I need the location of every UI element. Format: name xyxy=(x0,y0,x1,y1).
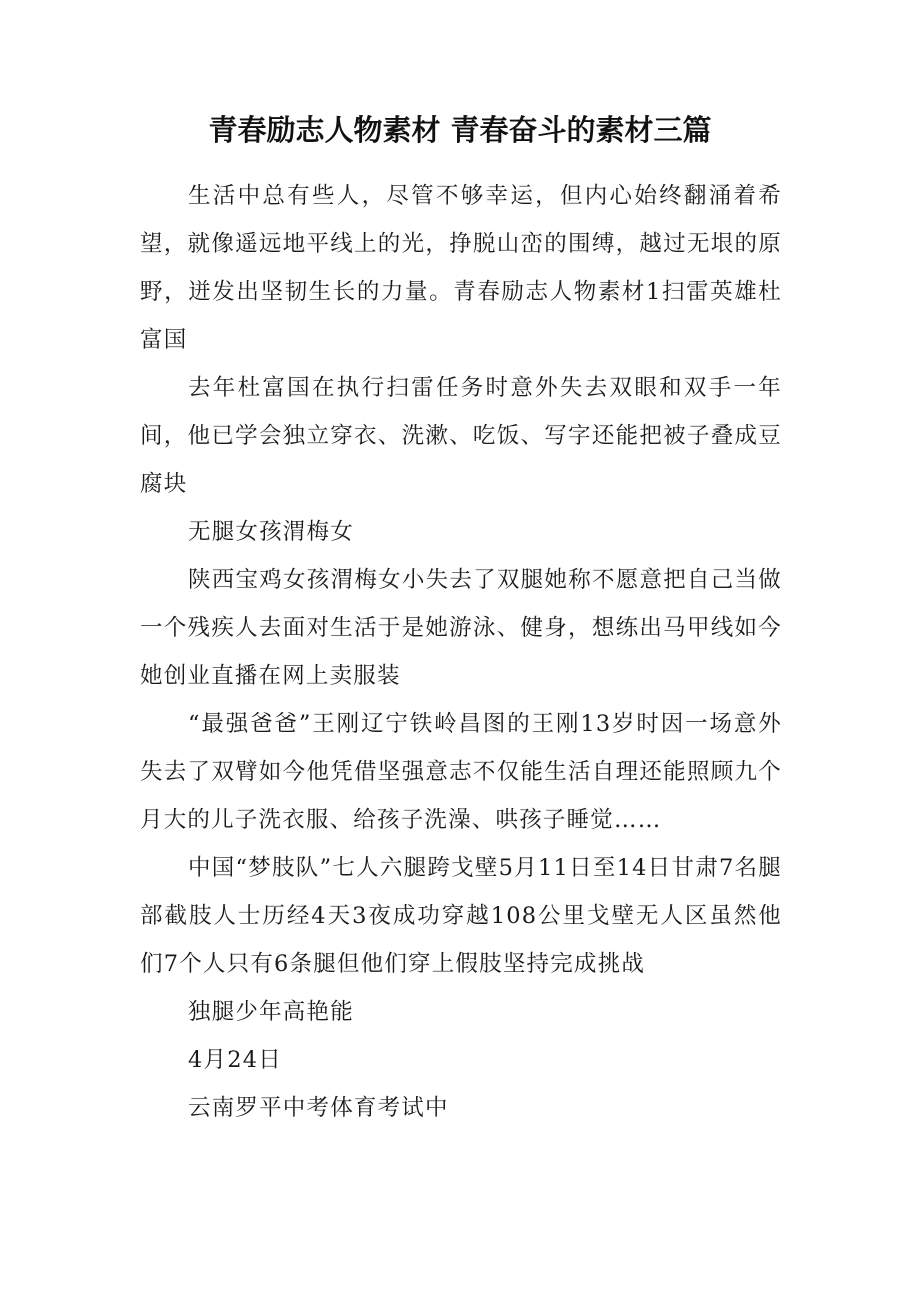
paragraph: 去年杜富国在执行扫雷任务时意外失去双眼和双手一年间，他已学会独立穿衣、洗漱、吃饭、写字还能把被子叠成豆腐块 xyxy=(140,375,782,497)
paragraph: 陕西宝鸡女孩渭梅女小失去了双腿她称不愿意把自己当做一个残疾人去面对生活于是她游泳、健身，想练出马甲线如今她创业直播在网上卖服装 xyxy=(140,567,782,689)
paragraph: 生活中总有些人，尽管不够幸运，但内心始终翻涌着希望，就像遥远地平线上的光，挣脱山峦的围缚，越过无垠的原野，迸发出坚韧生长的力量。青春励志人物素材1扫雷英雄杜富国 xyxy=(140,183,782,353)
paragraph: 4月24日 xyxy=(188,1047,282,1073)
document-body xyxy=(140,172,782,1132)
paragraph: 云南罗平中考体育考试中 xyxy=(188,1095,449,1121)
paragraph: 中国“梦肢队”七人六腿跨戈壁5月11日至14日甘肃7名腿部截肢人士历经4天3夜成功穿越108公里戈壁无人区虽然他们7个人只有6条腿但他们穿上假肢坚持完成挑战 xyxy=(140,855,782,977)
paragraph: 独腿少年高艳能 xyxy=(188,999,354,1025)
paragraph: “最强爸爸”王刚辽宁铁岭昌图的王刚13岁时因一场意外失去了双臂如今他凭借坚强意志不仅能生活自理还能照顾九个月大的儿子洗衣服、给孩子洗澡、哄孩子睡觉…… xyxy=(140,711,782,833)
document-title: 青春励志人物素材 青春奋斗的素材三篇 xyxy=(208,113,712,147)
paragraph: 无腿女孩渭梅女 xyxy=(188,519,354,545)
